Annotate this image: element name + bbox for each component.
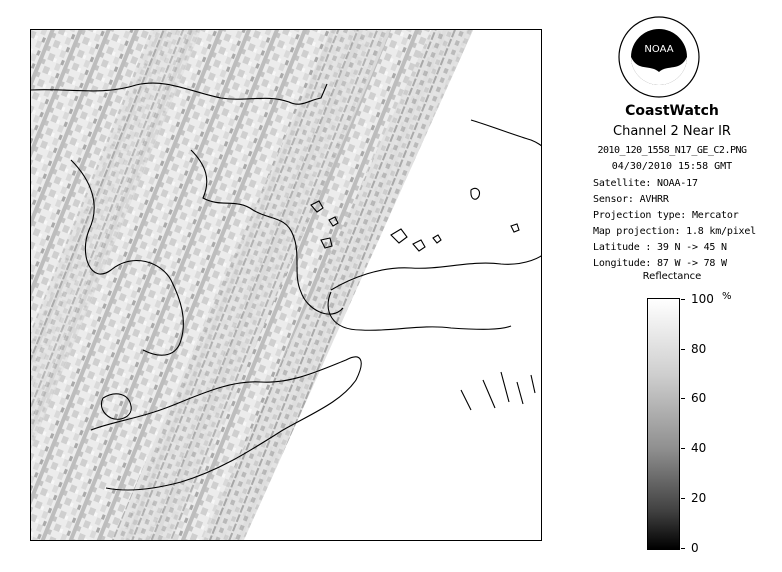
projection-type-label: Projection type: Mercator xyxy=(593,210,739,221)
sensor-label: Sensor: AVHRR xyxy=(593,194,669,205)
product-subtitle: Channel 2 Near IR xyxy=(613,124,731,139)
colorbar-tick xyxy=(681,299,685,300)
noaa-logo xyxy=(618,16,700,98)
colorbar-tick xyxy=(681,448,685,449)
colorbar-tick xyxy=(681,398,685,399)
streaks xyxy=(461,372,535,410)
colorbar-tick-label: 0 xyxy=(691,541,699,555)
colorbar-tick-label: 40 xyxy=(691,441,707,455)
latitude-label: Latitude : 39 N -> 45 N xyxy=(593,242,727,253)
islands-3 xyxy=(471,188,519,232)
satellite-map xyxy=(30,29,542,541)
map-projection-label: Map projection: 1.8 km/pixel xyxy=(593,226,756,237)
colorbar-tick-label: 60 xyxy=(691,391,707,405)
colorbar xyxy=(647,298,680,550)
colorbar-tick xyxy=(681,548,685,549)
colorbar-tick-label: 20 xyxy=(691,491,707,505)
river-north xyxy=(471,120,542,148)
colorbar-tick xyxy=(681,498,685,499)
colorbar-tick-label: 80 xyxy=(691,342,707,356)
product-datetime: 04/30/2010 15:58 GMT xyxy=(611,161,733,172)
map-image xyxy=(31,30,542,541)
product-filename: 2010_120_1558_N17_GE_C2.PNG xyxy=(597,145,747,156)
noaa-logo-text: NOAA xyxy=(644,44,674,55)
colorbar-unit: % xyxy=(722,291,732,302)
colorbar-tick-label: 100 xyxy=(691,292,714,306)
colorbar-title: Reflectance xyxy=(642,271,702,282)
product-title: CoastWatch xyxy=(625,103,719,119)
colorbar-tick xyxy=(681,349,685,350)
islands-2 xyxy=(391,229,441,251)
satellite-label: Satellite: NOAA-17 xyxy=(593,178,698,189)
longitude-label: Longitude: 87 W -> 78 W xyxy=(593,258,727,269)
